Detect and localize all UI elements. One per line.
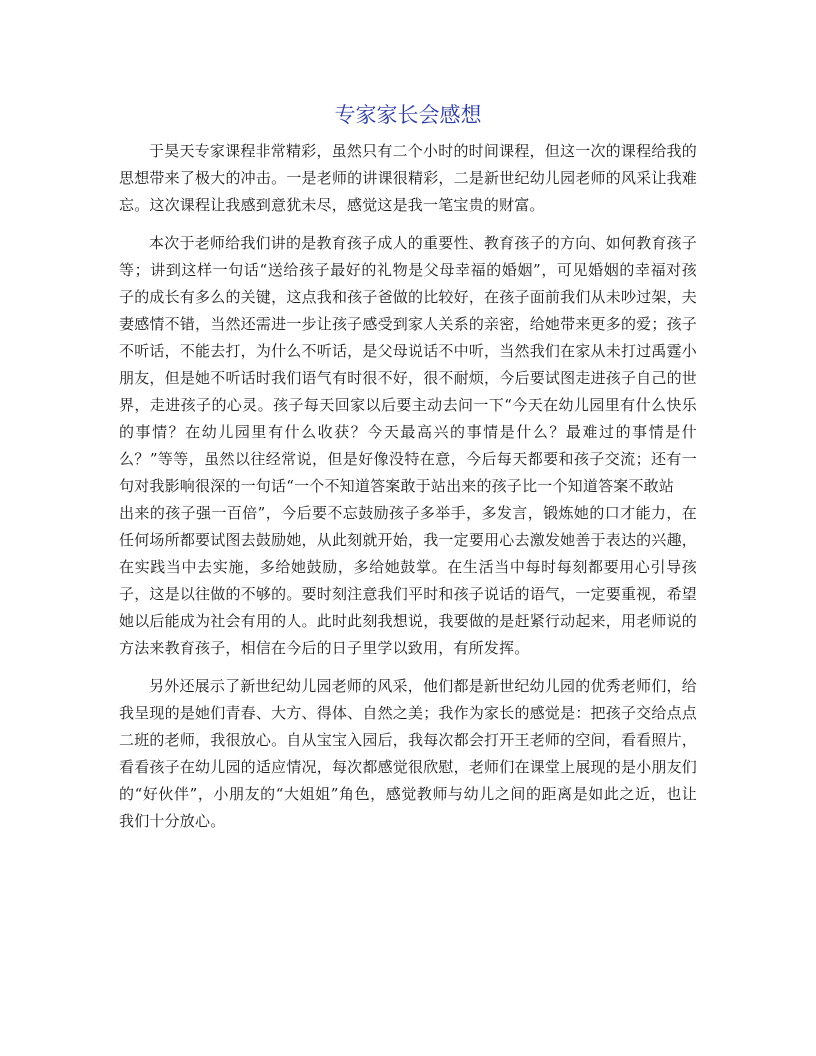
paragraph-4: 另外还展示了新世纪幼儿园老师的风采，他们都是新世纪幼儿园的优秀老师们，给我呈现的是她们青春、大方、得体、自然之美；我作为家长的感觉是：把孩子交给点点二班的老师，我很放心。自从宝宝入园后，我每次都会打开王老师的空间，看看照片，看看孩子在幼儿园的适应情况，每次都感觉很欣慰，老师们在课堂上展现的是小朋友们的“好伙伴”，小朋友的“大姐姐”角色，感觉教师与幼儿之间的距离是如此之近，也让我们十分放心。	[119, 677, 697, 830]
paragraph-3: 出来的孩子强一百倍”，今后要不忘鼓励孩子多举手，多发言，锻炼她的口才能力，在任何场所都要试图去鼓励她，从此刻就开始，我一定要用心去激发她善于表达的兴趣，在实践当中去实施，多给她鼓励，多给她鼓掌。在生活当中每时每刻都要用心引导孩子，这是以往做的不够的。要时刻注意我们平时和孩子说话的语气，一定要重视，希望她以后能成为社会有用的人。此时此刻我想说，我要做的是赶紧行动起来，用老师说的方法来教育孩子，相信在今后的日子里学以致用，有所发挥。	[119, 504, 697, 657]
document-body	[119, 138, 697, 835]
document-title: 专家家长会感想	[334, 103, 482, 127]
paragraph-1: 于昊天专家课程非常精彩，虽然只有二个小时的时间课程，但这一次的课程给我的思想带来了极大的冲击。一是老师的讲课很精彩，二是新世纪幼儿园老师的风采让我难忘。这次课程让我感到意犹未尽，感觉这是我一笔宝贵的财富。	[119, 142, 697, 214]
paragraph-2: 本次于老师给我们讲的是教育孩子成人的重要性、教育孩子的方向、如何教育孩子等；讲到这样一句话“送给孩子最好的礼物是父母幸福的婚姻”，可见婚姻的幸福对孩子的成长有多么的关键，这点我和孩子爸做的比较好，在孩子面前我们从未吵过架，夫妻感情不错，当然还需进一步让孩子感受到家人关系的亲密，给她带来更多的爱；孩子不听话，不能去打，为什么不听话，是父母说话不中听，当然我们在家从未打过禹霆小朋友，但是她不听话时我们语气有时很不好，很不耐烦，今后要试图走进孩子自己的世界，走进孩子的心灵。孩子每天回家以后要主动去问一下“今天在幼儿园里有什么快乐的事情？在幼儿园里有什么收获？今天最高兴的事情是什么？最难过的事情是什么？”等等，虽然以往经常说，但是好像没特在意，今后每天都要和孩子交流；还有一句对我影响很深的一句话“一个不知道答案敢于站出来的孩子比一个知道答案不敢站	[119, 234, 697, 495]
